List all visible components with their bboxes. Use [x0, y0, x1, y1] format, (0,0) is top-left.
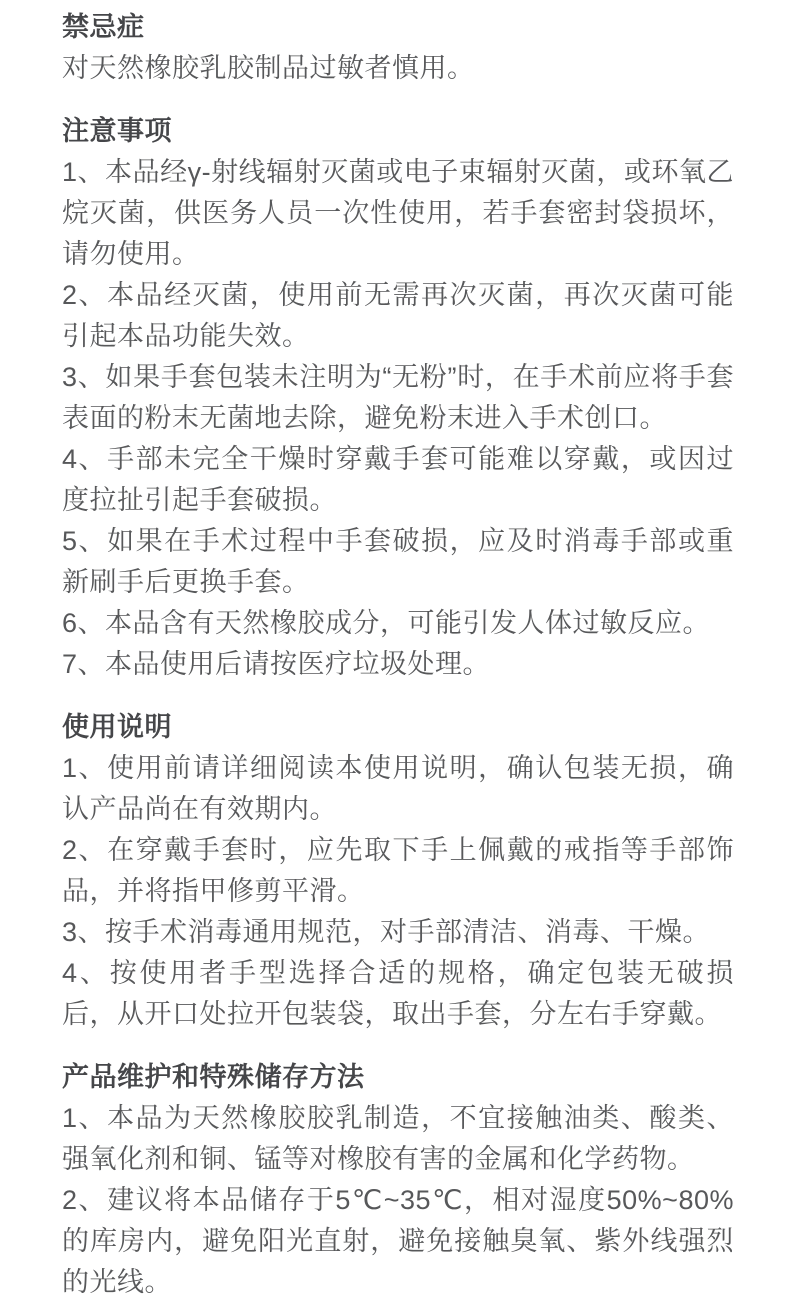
- list-item: 1、本品为天然橡胶胶乳制造，不宜接触油类、酸类、强氧化剂和铜、锰等对橡胶有害的金属和化学药物。: [62, 1103, 734, 1174]
- list-item: 1、使用前请详细阅读本使用说明，确认包装无损，确认产品尚在有效期内。: [62, 753, 734, 824]
- section-heading-precautions: 注意事项: [62, 116, 172, 146]
- section-heading-contraindications: 禁忌症: [62, 12, 145, 42]
- section-usage-instructions: [62, 707, 734, 1035]
- section-maintenance-storage: [62, 1057, 734, 1303]
- list-item: 2、本品经灭菌，使用前无需再次灭菌，再次灭菌可能引起本品功能失效。: [62, 280, 734, 351]
- list-item: 3、按手术消毒通用规范，对手部清洁、消毒、干燥。: [62, 917, 711, 947]
- list-item: 6、本品含有天然橡胶成分，可能引发人体过敏反应。: [62, 608, 711, 638]
- list-item: 4、手部未完全干燥时穿戴手套可能难以穿戴，或因过度拉扯引起手套破损。: [62, 444, 734, 515]
- list-item: 5、如果在手术过程中手套破损，应及时消毒手部或重新刷手后更换手套。: [62, 526, 734, 597]
- list-item: 7、本品使用后请按医疗垃圾处理。: [62, 649, 491, 679]
- section-contraindications: [62, 7, 734, 89]
- section-heading-maintenance-storage: 产品维护和特殊储存方法: [62, 1062, 365, 1092]
- list-item: 1、本品经γ-射线辐射灭菌或电子束辐射灭菌，或环氧乙烷灭菌，供医务人员一次性使用，若手套密封袋损坏，请勿使用。: [62, 157, 734, 269]
- contraindications-text: 对天然橡胶乳胶制品过敏者慎用。: [62, 53, 475, 83]
- section-precautions: [62, 111, 734, 685]
- list-item: 3、如果手套包装未注明为“无粉”时，在手术前应将手套表面的粉末无菌地去除，避免粉末进入手术创口。: [62, 362, 734, 433]
- section-heading-usage-instructions: 使用说明: [62, 712, 172, 742]
- list-item: 2、建议将本品储存于5℃~35℃，相对湿度50%~80%的库房内，避免阳光直射，避免接触臭氧、紫外线强烈的光线。: [62, 1185, 734, 1297]
- list-item: 4、按使用者手型选择合适的规格，确定包装无破损后，从开口处拉开包装袋，取出手套，分左右手穿戴。: [62, 958, 734, 1029]
- list-item: 2、在穿戴手套时，应先取下手上佩戴的戒指等手部饰品，并将指甲修剪平滑。: [62, 835, 734, 906]
